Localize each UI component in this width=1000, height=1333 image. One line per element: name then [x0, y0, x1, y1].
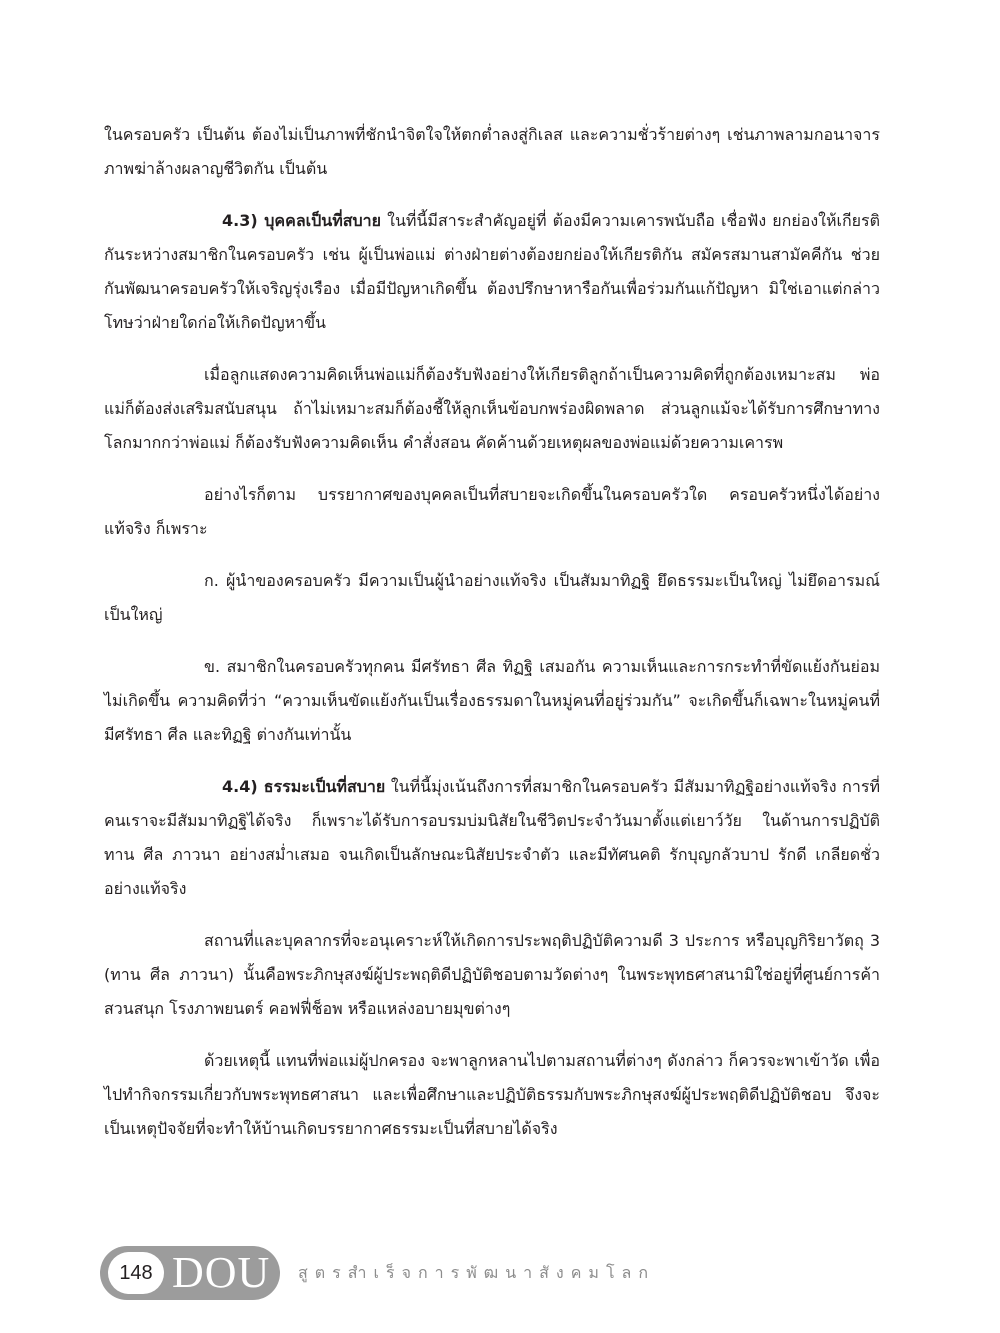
list-item-leader: ก. ผู้นำของครอบครัว มีความเป็นผู้นำอย่างแท้จริง เป็นสัมมาทิฏฐิ ยึดธรรมะเป็นใหญ่ ไม่ยึดอารมณ์เป็นใหญ่	[104, 571, 880, 624]
page-footer	[100, 1246, 900, 1300]
brand-logo-text: DOU	[172, 1248, 271, 1297]
list-item-members: ข. สมาชิกในครอบครัวทุกคน มีศรัทธา ศีล ทิฏฐิ เสมอกัน ความเห็นและการกระทำที่ขัดแย้งกันย่อมไม่เกิดขึ้น ความคิดที่ว่า “ความเห็นขัดแย้งกันเป็นเรื่องธรรมดาในหมู่คนที่อยู่ร่วมกัน” จะเกิดขึ้นก็เฉพาะในหมู่คนที่มีศรัทธา ศีล และทิฏฐิ ต่างกันเท่านั้น	[104, 657, 880, 744]
paragraph-go-to-temple: ด้วยเหตุนี้ แทนที่พ่อแม่ผู้ปกครอง จะพาลูกหลานไปตามสถานที่ต่างๆ ดังกล่าว ก็ควรจะพาเข้าวัด เพื่อไปทำกิจกรรมเกี่ยวกับพระพุทธศาสนา และเพื่อศึกษาและปฏิบัติธรรมกับพระภิกษุสงฆ์ผู้ประพฤติดีปฏิบัติชอบ จึงจะเป็นเหตุปัจจัยที่จะทำให้บ้านเกิดบรรยากาศธรรมะเป็นที่สบายได้จริง	[104, 1051, 880, 1138]
paragraph-places-people: สถานที่และบุคลากรที่จะอนุเคราะห์ให้เกิดการประพฤติปฏิบัติความดี 3 ประการ หรือบุญกิริยาวัตถุ 3 (ทาน ศีล ภาวนา) นั้นคือพระภิกษุสงฆ์ผู้ประพฤติดีปฏิบัติชอบตามวัดต่างๆ ในพระพุทธศาสนามิใช่อยู่ที่ศูนย์การค้า สวนสนุก โรงภาพยนตร์ คอฟฟี่ช็อพ หรือแหล่งอบายมุขต่างๆ	[104, 931, 880, 1018]
paragraph-parents-listen: เมื่อลูกแสดงความคิดเห็นพ่อแม่ก็ต้องรับฟังอย่างให้เกียรติลูกถ้าเป็นความคิดที่ถูกต้องเหมาะสม พ่อแม่ก็ต้องส่งเสริมสนับสนุน ถ้าไม่เหมาะสมก็ต้องชี้ให้ลูกเห็นข้อบกพร่องผิดพลาด ส่วนลูกแม้จะได้รับการศึกษาทางโลกมากกว่าพ่อแม่ ก็ต้องรับฟังความคิดเห็น คำสั่งสอน คัดค้านด้วยเหตุผลของพ่อแม่ด้วยความเคารพ	[104, 365, 880, 452]
section-4-4-text: ในที่นี้มุ่งเน้นถึงการที่สมาชิกในครอบครัว มีสัมมาทิฏฐิอย่างแท้จริง การที่คนเราจะมีสัมมาทิฏฐิได้จริง ก็เพราะได้รับการอบรมบ่มนิสัยในชีวิตประจำวันมาตั้งแต่เยาว์วัย ในด้านการปฏิบัติ ทาน ศีล ภาวนา อย่างสม่ำเสมอ จนเกิดเป็นลักษณะนิสัยประจำตัว และมีทัศนคติ รักบุญกลัวบาป รักดี เกลียดชั่ว อย่างแท้จริง	[104, 777, 880, 898]
paragraph-atmosphere: อย่างไรก็ตาม บรรยากาศของบุคคลเป็นที่สบายจะเกิดขึ้นในครอบครัวใด ครอบครัวหนึ่งได้อย่างแท้จริง ก็เพราะ	[104, 485, 880, 538]
section-4-3-text: ในที่นี้มีสาระสำคัญอยู่ที่ ต้องมีความเคารพนับถือ เชื่อฟัง ยกย่องให้เกียรติกันระหว่างสมาชิกในครอบครัว เช่น ผู้เป็นพ่อแม่ ต่างฝ่ายต่างต้องยกย่องให้เกียรติกัน สมัครสมานสามัคคีกัน ช่วยกันพัฒนาครอบครัวให้เจริญรุ่งเรือง เมื่อมีปัญหาเกิดขึ้น ต้องปรึกษาหารือกันเพื่อร่วมกันแก้ปัญหา มิใช่เอาแต่กล่าวโทษว่าฝ่ายใดก่อให้เกิดปัญหาขึ้น	[104, 211, 881, 332]
section-4-3	[104, 204, 880, 340]
section-4-4	[104, 770, 880, 906]
page-body	[104, 118, 880, 1164]
footer-badge	[100, 1246, 280, 1300]
book-title: สูตรสำเร็จการพัฒนาสังคมโลก	[298, 1263, 656, 1282]
section-4-3-heading: 4.3) บุคคลเป็นที่สบาย	[222, 211, 382, 230]
paragraph-family-images: ในครอบครัว เป็นต้น ต้องไม่เป็นภาพที่ชักนำจิตใจให้ตกต่ำลงสู่กิเลส และความชั่วร้ายต่างๆ เช่นภาพลามกอนาจาร ภาพฆ่าล้างผลาญชีวิตกัน เป็นต้น	[104, 125, 880, 178]
page-number: 148	[108, 1252, 164, 1294]
section-4-4-heading: 4.4) ธรรมะเป็นที่สบาย	[222, 777, 386, 796]
